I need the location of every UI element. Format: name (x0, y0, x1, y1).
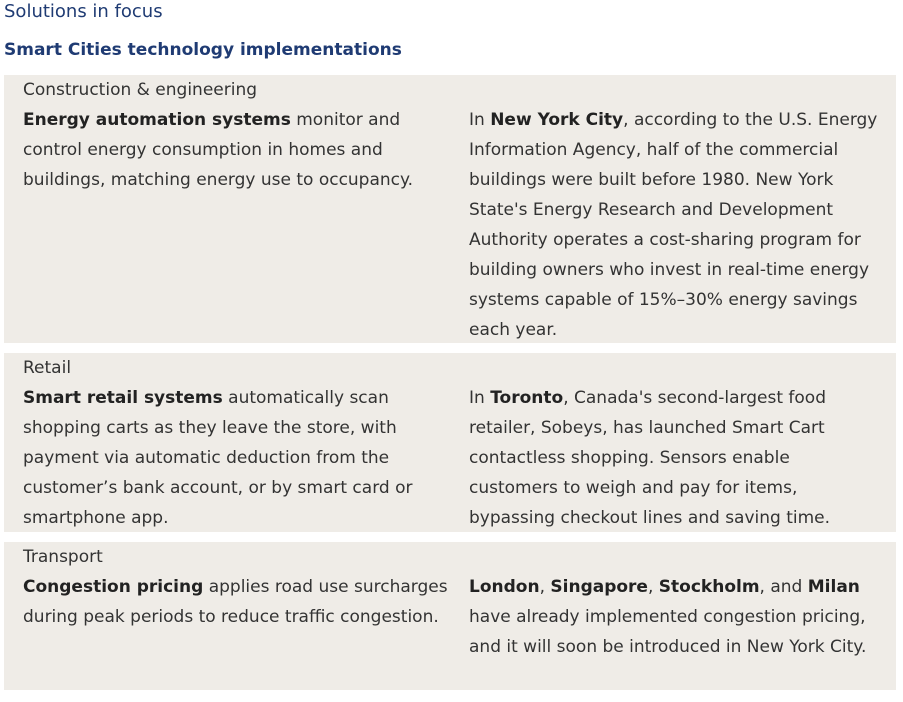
solution-text: applies road use surcharges during peak periods to reduce traffic congestion. (23, 577, 448, 627)
city-name-milan: Milan (807, 577, 860, 597)
separator: , and (759, 577, 808, 597)
category-label: Transport (23, 547, 103, 567)
category-label: Construction & engineering (23, 80, 258, 100)
separator: , (539, 577, 551, 597)
city-name-london: London (469, 577, 540, 597)
page-title: Smart Cities technology implementations (4, 40, 402, 60)
example-text: , Canada's second-largest food retailer, Sobeys, has launched Smart Cart contactless shopping. Sensors enable customers to weigh and pay for items, bypassing checkout lines and saving time. (469, 388, 831, 528)
example-text: , according to the U.S. Energy Information Agency, half of the commercial buildings were built before 1980. New York State's Energy Research and Development Authority operates a cost-sharing program for building owners who invest in real-time energy systems capable of 15%–30% energy savings each year. (469, 110, 878, 340)
city-name: Toronto (490, 388, 564, 408)
solution-text: automatically scan shopping carts as they leave the store, with payment via automatic deduction from the customer’s bank account, or by smart card or smartphone app. (23, 388, 413, 528)
separator: , (647, 577, 659, 597)
solution-name: Energy automation systems (23, 110, 291, 130)
solution-panel-transport (4, 542, 896, 690)
city-name: New York City (490, 110, 624, 130)
category-label: Retail (23, 358, 72, 378)
solution-panel-retail (4, 353, 896, 532)
solution-text: monitor and control energy consumption in homes and buildings, matching energy use to occupancy. (23, 110, 414, 190)
example-text: have already implemented congestion pricing, and it will soon be introduced in New York City. (469, 607, 867, 657)
solution-panel-construction (4, 75, 896, 343)
example-prefix: In (469, 388, 491, 408)
example-prefix: In (469, 110, 491, 130)
city-name-stockholm: Stockholm (658, 577, 760, 597)
solution-description (23, 572, 448, 632)
city-example (469, 105, 884, 345)
city-example (469, 572, 884, 662)
city-example (469, 383, 884, 533)
solution-description (23, 383, 448, 533)
solution-name: Smart retail systems (23, 388, 223, 408)
solution-name: Congestion pricing (23, 577, 204, 597)
solution-description (23, 105, 448, 195)
section-kicker: Solutions in focus (4, 1, 163, 22)
city-name-singapore: Singapore (550, 577, 648, 597)
